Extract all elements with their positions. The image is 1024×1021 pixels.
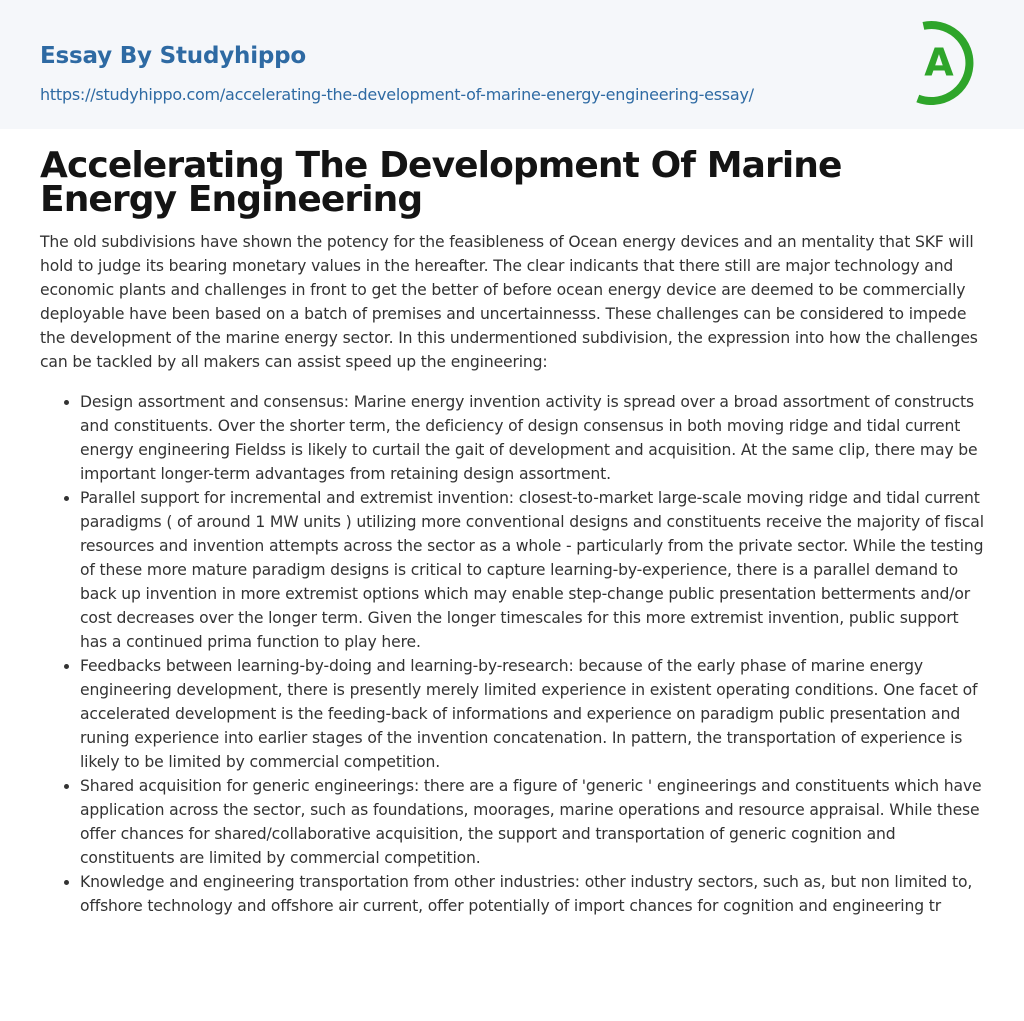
page-title: Accelerating The Development Of Marine Energy Engineering xyxy=(40,145,842,220)
list-item: • Knowledge and engineering transportation from other industries: other industry sectors, such as, but non limited to, offshore technology and offshore air current, offer potentially of import chances for cognition and engineering tr xyxy=(80,870,984,918)
bullet-list xyxy=(40,390,984,918)
studyhippo-logo-icon[interactable] xyxy=(913,19,985,105)
page-url-link[interactable]: https://studyhippo.com/accelerating-the-development-of-marine-energy-engineering-essay/ xyxy=(40,85,754,104)
list-item: • Design assortment and consensus: Marine energy invention activity is spread over a broad assortment of constructs and constituents. Over the shorter term, the deficiency of design consensus in both moving ridge and tidal current energy engineering Fieldss is likely to curtail the gait of development and acquisition. At the same clip, there may be important longer-term advantages from retaining design assortment. xyxy=(80,390,984,486)
list-item: • Parallel support for incremental and extremist invention: closest-to-market large-scale moving ridge and tidal current paradigms ( of around 1 MW units ) utilizing more conventional designs and constituents receive the majority of fiscal resources and invention attempts across the sector as a whole - particularly from the private sector. While the testing of these more mature paradigm designs is critical to capture learning-by-experience, there is a parallel demand to back up invention in more extremist options which may enable step-change public presentation betterments and/or cost decreases over the longer term. Given the longer timescales for this more extremist invention, public support has a continued prima function to play here. xyxy=(80,486,984,654)
site-header xyxy=(0,0,1024,129)
list-item: • Shared acquisition for generic engineerings: there are a figure of 'generic ' engineerings and constituents which have application across the sector, such as foundations, moorages, marine operations and resource appraisal. While these offer chances for shared/collaborative acquisition, the support and transportation of generic cognition and constituents are limited by commercial competition. xyxy=(80,774,984,870)
logo-letter: A xyxy=(924,40,954,85)
site-title[interactable]: Essay By Studyhippo xyxy=(40,43,307,69)
intro-paragraph: The old subdivisions have shown the potency for the feasibleness of Ocean energy devices and an mentality that SKF will hold to judge its bearing monetary values in the hereafter. The clear indicants that there still are major technology and economic plants and challenges in front to get the better of before ocean energy device are deemed to be commercially deployable have been based on a batch of premises and uncertainnesss. These challenges can be considered to impede the development of the marine energy sector. In this undermentioned subdivision, the expression into how the challenges can be tackled by all makers can assist speed up the engineering: xyxy=(40,233,978,371)
list-item: • Feedbacks between learning-by-doing and learning-by-research: because of the early phase of marine energy engineering development, there is presently merely limited experience in existent operating conditions. One facet of accelerated development is the feeding-back of informations and experience on paradigm public presentation and runing experience into earlier stages of the invention concatenation. In pattern, the transportation of experience is likely to be limited by commercial competition. xyxy=(80,654,984,774)
article xyxy=(0,145,1024,918)
